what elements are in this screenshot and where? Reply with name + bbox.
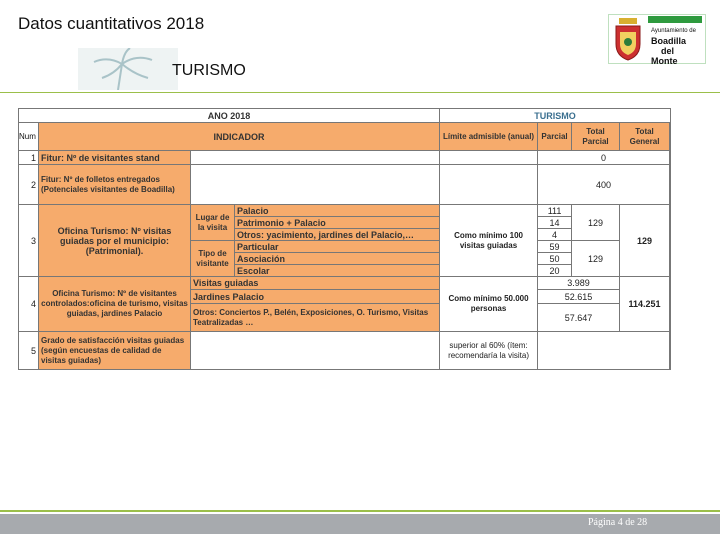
row-num: 2	[19, 165, 39, 205]
row-label: Fitur: Nº de visitantes stand	[39, 151, 191, 165]
row-num: 3	[19, 205, 39, 277]
logo-text	[651, 26, 696, 66]
row-num: 5	[19, 332, 39, 370]
table-row	[19, 151, 671, 165]
sub-label: Escolar	[235, 265, 440, 277]
sub-label: Patrimonio + Palacio	[235, 217, 440, 229]
sub-parcial: 14	[538, 217, 572, 229]
sub-label: Otros: Conciertos P., Belén, Exposiciones, O. Turismo, Visitas Teatralizadas …	[191, 304, 440, 332]
row-value: 400	[538, 165, 670, 205]
sub-label: Jardines Palacio	[191, 290, 440, 304]
page-number: Página 4 de 28	[588, 517, 648, 528]
row-label: Oficina Turismo: Nº visitas guiadas por el municipio: (Patrimonial).	[39, 205, 191, 277]
sub-label: Asociación	[235, 253, 440, 265]
row-label: Oficina Turismo: Nº de visitantes controlados:oficina de turismo, visitas guiadas, jardines Palacio	[39, 277, 191, 332]
row-num: 1	[19, 151, 39, 165]
col-total-parcial-header: Total Parcial	[572, 123, 620, 151]
table-row	[19, 165, 671, 205]
row-value: 0	[538, 151, 670, 165]
logo-bar	[648, 16, 702, 23]
sub-value: 3.989	[538, 277, 620, 290]
turismo-header: TURISMO	[440, 109, 671, 123]
row-limite: superior al 60% (ítem: recomendaría la visita)	[440, 332, 538, 370]
col-total-general-header: Total General	[620, 123, 670, 151]
sub-value: 57.647	[538, 304, 620, 332]
footer-divider	[0, 510, 720, 512]
row-limite: Como mínimo 50.000 personas	[440, 277, 538, 332]
section-subtitle: TURISMO	[172, 62, 246, 79]
logo-line-1: Ayuntamiento de	[651, 28, 696, 34]
logo-line-3: del	[661, 46, 675, 56]
row-value	[670, 332, 671, 370]
row-num: 4	[19, 277, 39, 332]
col-limite-header: Límite admisible (anual)	[440, 123, 538, 151]
sub-label: Palacio	[235, 205, 440, 217]
lugar-label: Lugar de la visita	[191, 205, 235, 241]
sub-label: Otros: yacimiento, jardines del Palacio,…	[235, 229, 440, 241]
sub-label: Particular	[235, 241, 440, 253]
coat-of-arms-icon	[611, 16, 645, 62]
slide-title: Datos cuantitativos 2018	[18, 14, 205, 33]
col-num-header: Num	[19, 123, 39, 151]
row-label: Fitur: Nº de folletos entregados (Potenciales visitantes de Boadilla)	[39, 165, 191, 205]
sub-parcial: 111	[538, 205, 572, 217]
total-general: 114.251	[620, 277, 670, 332]
col-parcial-header: Parcial	[538, 123, 572, 151]
col-indicador-header: INDICADOR	[39, 123, 440, 151]
palm-tree-decoration	[78, 48, 178, 90]
total-parcial-lugar: 129	[572, 205, 620, 241]
tipo-label: Tipo de visitante	[191, 241, 235, 277]
logo-line-2: Boadilla	[651, 36, 687, 46]
total-general: 129	[620, 205, 670, 277]
tourism-data-table	[18, 108, 671, 370]
sub-parcial: 59	[538, 241, 572, 253]
sub-parcial: 20	[538, 265, 572, 277]
header-divider	[0, 92, 720, 93]
sub-parcial: 4	[538, 229, 572, 241]
sub-value: 52.615	[538, 290, 620, 304]
total-parcial-tipo: 129	[572, 241, 620, 277]
row-label: Grado de satisfacción visitas guiadas (según encuestas de calidad de visitas guiadas)	[39, 332, 191, 370]
col-spacer	[670, 123, 671, 151]
sub-label: Visitas guiadas	[191, 277, 440, 290]
table-row	[19, 332, 671, 370]
year-header: ANO 2018	[19, 109, 440, 123]
sub-parcial: 50	[538, 253, 572, 265]
logo-line-4: Monte	[651, 56, 678, 66]
row-limite: Como mínimo 100 visitas guiadas	[440, 205, 538, 277]
